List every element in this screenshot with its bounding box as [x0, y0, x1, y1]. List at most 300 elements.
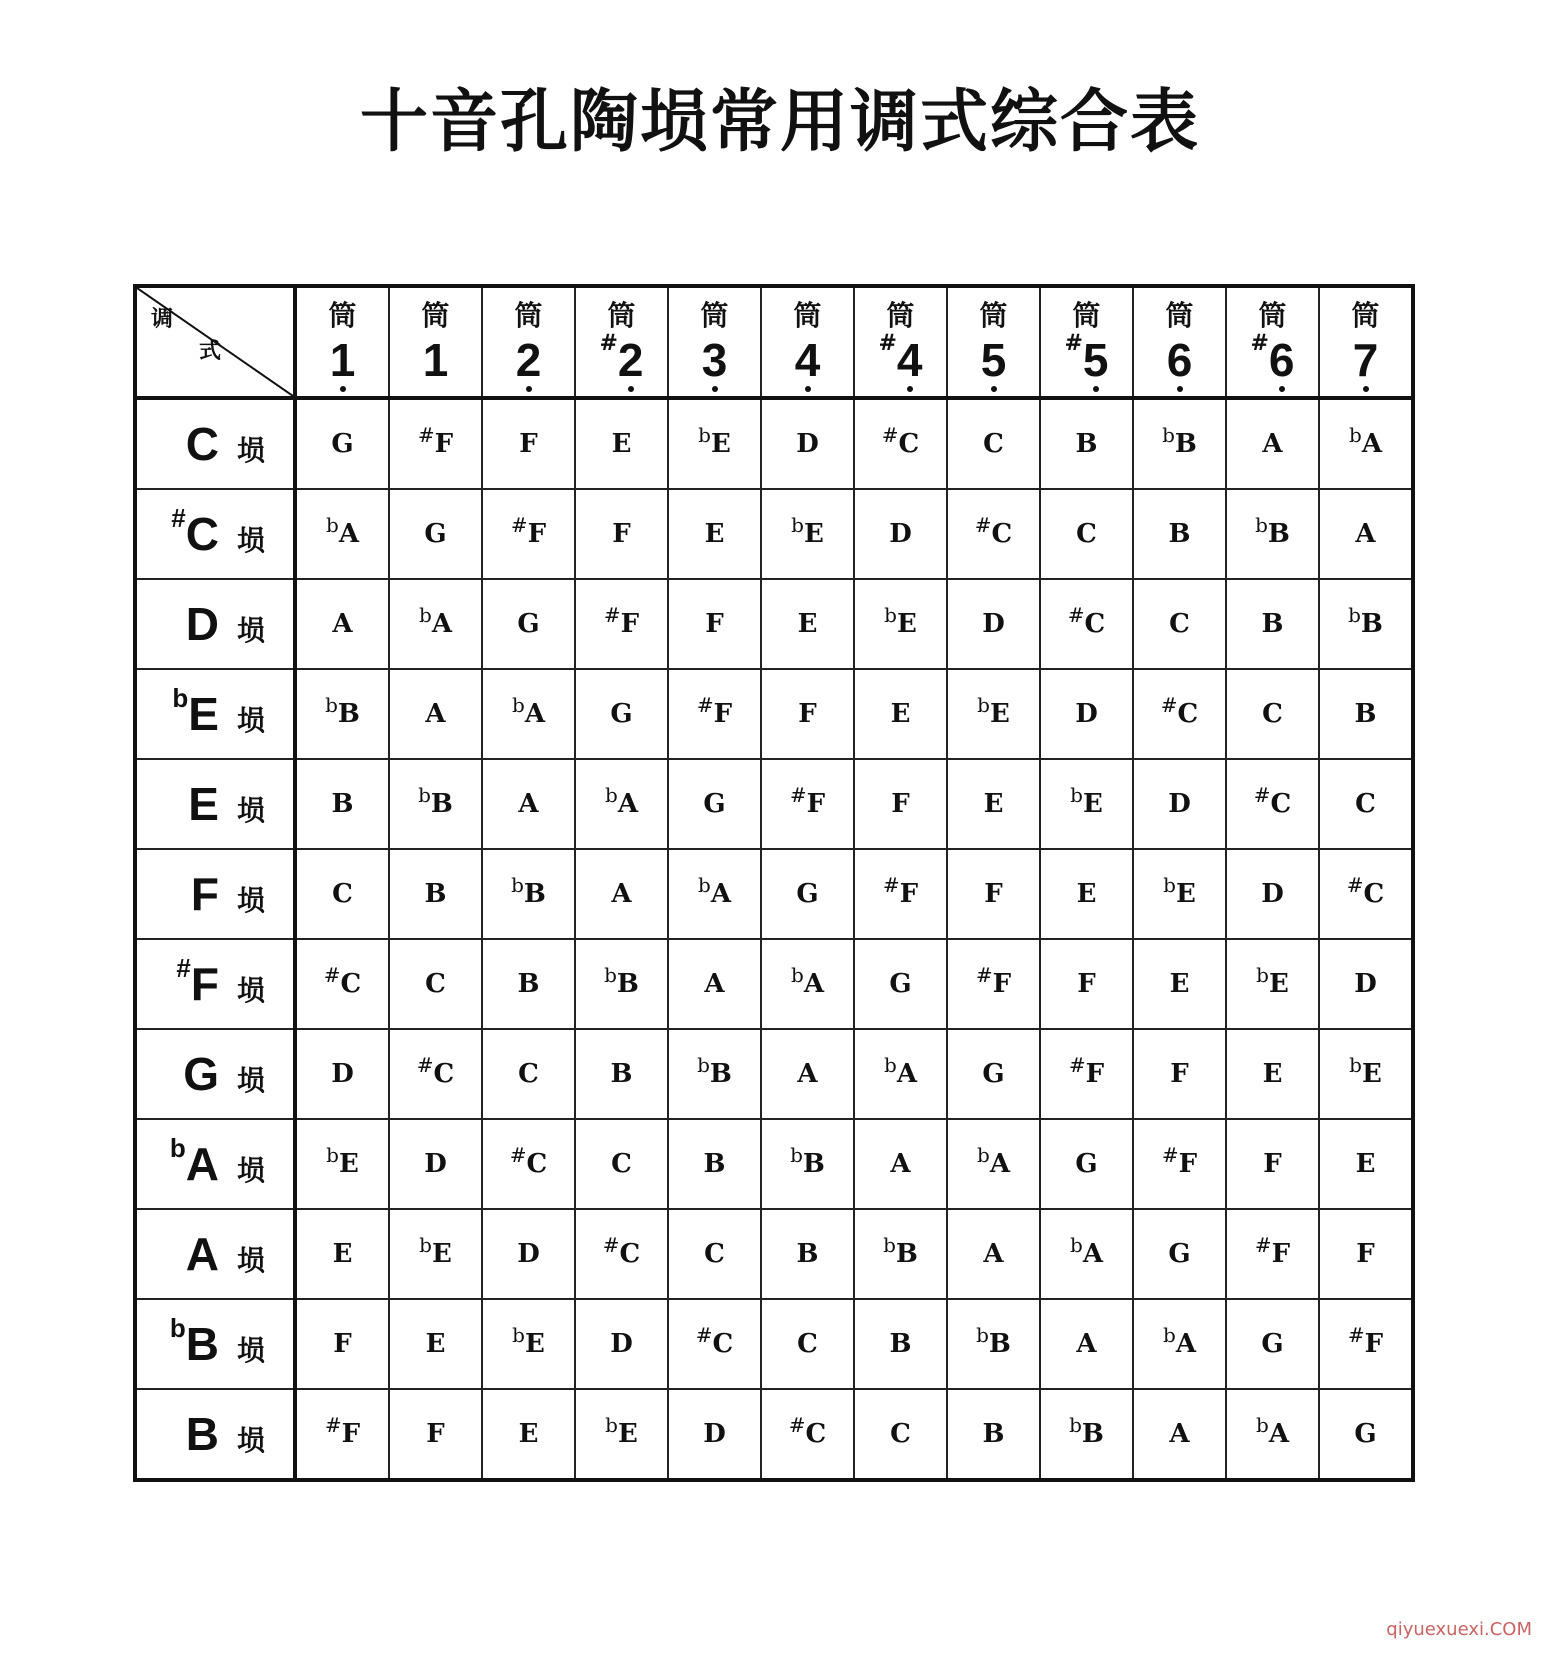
note-letter: D — [1168, 789, 1191, 819]
note-letter: G — [424, 519, 447, 549]
flat-sign: b — [1255, 513, 1268, 537]
note-name — [696, 693, 733, 729]
table-row — [135, 759, 1413, 849]
note-name — [1068, 1053, 1105, 1089]
note-name — [1076, 519, 1097, 549]
note-cell — [947, 1029, 1040, 1119]
note-letter: F — [612, 519, 631, 549]
note-cell — [1040, 1209, 1133, 1299]
column-header-degree — [599, 330, 644, 386]
note-name — [982, 1059, 1004, 1089]
note-cell — [1133, 849, 1226, 939]
note-name — [891, 789, 909, 819]
key-suffix: 埙 — [236, 524, 265, 557]
note-letter: A — [425, 699, 446, 729]
note-letter: E — [1175, 879, 1196, 909]
note-name — [891, 699, 911, 729]
flat-sign: b — [419, 603, 432, 627]
note-name — [519, 429, 537, 459]
note-cell — [947, 489, 1040, 579]
note-cell — [389, 939, 482, 1029]
note-letter: A — [332, 609, 353, 639]
note-cell — [668, 1029, 761, 1119]
note-cell — [1319, 489, 1413, 579]
note-name — [1163, 1323, 1196, 1359]
key-cell — [135, 1389, 295, 1480]
note-letter: C — [704, 1239, 725, 1269]
note-name — [1349, 423, 1382, 459]
key-cell — [135, 1029, 295, 1119]
column-header — [761, 286, 854, 398]
note-letter: B — [430, 789, 453, 819]
table-row — [135, 489, 1413, 579]
note-letter: D — [1261, 879, 1284, 909]
note-name — [424, 519, 446, 549]
note-cell — [1133, 1389, 1226, 1480]
column-header — [947, 286, 1040, 398]
note-cell — [389, 1299, 482, 1389]
note-letter: B — [895, 1239, 918, 1269]
degree-number: 5 — [980, 334, 1007, 386]
note-letter: C — [805, 1419, 827, 1449]
note-name — [1262, 699, 1283, 729]
note-letter: F — [434, 429, 454, 459]
note-name — [704, 969, 724, 999]
note-cell — [1040, 849, 1133, 939]
note-letter: C — [1363, 879, 1385, 909]
key-suffix: 埙 — [236, 884, 265, 917]
note-letter: G — [1354, 1419, 1377, 1449]
note-letter: F — [620, 609, 640, 639]
table-row — [135, 1029, 1413, 1119]
note-cell — [761, 939, 854, 1029]
note-letter: G — [610, 699, 633, 729]
note-letter: E — [710, 429, 731, 459]
note-name — [798, 609, 818, 639]
note-name — [790, 1143, 825, 1179]
note-letter: B — [1354, 699, 1377, 729]
key-label — [145, 1313, 285, 1371]
note-name — [1076, 1329, 1096, 1359]
key-letter: F — [190, 958, 219, 1010]
note-cell — [761, 1299, 854, 1389]
note-cell — [947, 579, 1040, 669]
note-name — [419, 1233, 452, 1269]
note-name — [984, 789, 1004, 819]
note-cell — [1319, 1119, 1413, 1209]
note-cell — [575, 1209, 668, 1299]
note-name — [704, 1239, 725, 1269]
sharp-sign: # — [1346, 873, 1364, 897]
sharp-sign: # — [1068, 1053, 1086, 1077]
flat-sign: b — [1348, 603, 1361, 627]
key-label — [145, 953, 285, 1011]
note-name — [1169, 1419, 1189, 1449]
column-header — [575, 286, 668, 398]
note-cell — [1040, 1119, 1133, 1209]
column-header-degree — [794, 334, 821, 386]
note-letter: D — [889, 519, 912, 549]
key-suffix: 埙 — [236, 1244, 265, 1277]
note-name — [698, 423, 731, 459]
note-cell — [854, 398, 947, 489]
note-name — [1256, 1413, 1289, 1449]
key-suffix: 埙 — [236, 794, 265, 827]
degree-number: 6 — [1166, 334, 1193, 386]
note-cell — [761, 849, 854, 939]
note-cell — [389, 1029, 482, 1119]
flat-sign: b — [698, 423, 711, 447]
note-cell — [761, 1119, 854, 1209]
note-letter: B — [1261, 609, 1284, 639]
flat-sign: b — [169, 1313, 186, 1343]
key-label — [145, 1133, 285, 1191]
note-letter: C — [991, 519, 1013, 549]
column-header-degree — [329, 334, 356, 386]
table-row — [135, 398, 1413, 489]
note-letter: B — [1168, 519, 1191, 549]
degree-number: 2 — [515, 334, 542, 386]
note-letter: G — [703, 789, 726, 819]
note-cell — [854, 1299, 947, 1389]
key-suffix: 埙 — [236, 434, 265, 467]
key-suffix: 埙 — [236, 1424, 265, 1457]
note-name — [512, 1323, 545, 1359]
note-cell — [389, 398, 482, 489]
note-letter: D — [331, 1059, 354, 1089]
note-cell — [761, 669, 854, 759]
key-label — [145, 1047, 285, 1101]
note-name — [1256, 963, 1289, 999]
key-suffix: 埙 — [236, 1334, 265, 1367]
sharp-sign: # — [171, 503, 186, 533]
flat-sign: b — [791, 513, 804, 537]
table-row — [135, 939, 1413, 1029]
note-cell — [668, 1299, 761, 1389]
note-cell — [947, 398, 1040, 489]
note-letter: F — [899, 879, 919, 909]
note-cell — [1226, 579, 1319, 669]
column-header-label: 筒 — [421, 299, 450, 332]
note-name — [1077, 879, 1097, 909]
note-cell — [854, 669, 947, 759]
note-name — [332, 609, 352, 639]
note-cell — [1133, 669, 1226, 759]
note-cell — [482, 398, 575, 489]
note-cell — [575, 669, 668, 759]
note-cell — [761, 398, 854, 489]
note-cell — [1040, 1389, 1133, 1480]
flat-sign: b — [790, 1143, 803, 1167]
sharp-sign: # — [881, 423, 899, 447]
note-cell — [1040, 1029, 1133, 1119]
note-cell — [1319, 759, 1413, 849]
key-cell — [135, 1209, 295, 1299]
note-letter: A — [797, 1059, 818, 1089]
note-letter: A — [338, 519, 359, 549]
note-name — [1354, 969, 1377, 999]
key-letter: E — [188, 688, 219, 740]
column-header-degree — [980, 334, 1007, 386]
note-cell — [947, 1209, 1040, 1299]
note-name — [511, 873, 546, 909]
flat-sign: b — [326, 513, 339, 537]
note-letter: E — [803, 519, 824, 549]
key-suffix: 埙 — [236, 1154, 265, 1187]
key-label — [145, 1227, 285, 1281]
note-letter: C — [983, 429, 1004, 459]
note-letter: F — [1271, 1239, 1291, 1269]
note-name — [889, 519, 912, 549]
note-name — [797, 1329, 818, 1359]
note-letter: F — [1356, 1239, 1375, 1269]
note-cell — [1319, 1389, 1413, 1480]
key-label — [145, 683, 285, 741]
note-cell — [668, 849, 761, 939]
note-cell — [482, 849, 575, 939]
table-row — [135, 1299, 1413, 1389]
sharp-sign: # — [974, 513, 992, 537]
note-name — [798, 699, 816, 729]
table-body — [135, 398, 1413, 1480]
note-cell — [947, 1299, 1040, 1389]
note-letter: E — [1355, 1149, 1376, 1179]
table-row — [135, 1119, 1413, 1209]
note-name — [518, 969, 540, 999]
note-name — [611, 1059, 633, 1089]
note-name — [703, 789, 725, 819]
note-letter: D — [424, 1149, 447, 1179]
column-header-label: 筒 — [886, 299, 915, 332]
degree-number: 1 — [422, 334, 449, 386]
note-name — [1355, 519, 1375, 549]
table-row — [135, 1209, 1413, 1299]
note-cell — [668, 398, 761, 489]
key-cell — [135, 939, 295, 1029]
note-name — [975, 963, 1012, 999]
column-header — [1319, 286, 1413, 398]
key-cell — [135, 398, 295, 489]
note-cell — [389, 849, 482, 939]
flat-sign: b — [605, 783, 618, 807]
note-name — [1349, 1053, 1382, 1089]
note-name — [889, 969, 911, 999]
sharp-sign: # — [509, 1143, 527, 1167]
note-cell — [761, 579, 854, 669]
note-letter: A — [524, 699, 545, 729]
note-letter: B — [988, 1329, 1011, 1359]
sharp-sign: # — [510, 513, 528, 537]
note-letter: A — [431, 609, 452, 639]
key-suffix: 埙 — [236, 1064, 265, 1097]
note-cell — [1133, 489, 1226, 579]
note-letter: C — [526, 1149, 548, 1179]
column-header — [1040, 286, 1133, 398]
flat-sign: b — [697, 1053, 710, 1077]
note-letter: E — [890, 699, 911, 729]
note-letter: F — [527, 519, 547, 549]
note-cell — [947, 849, 1040, 939]
note-letter: F — [1364, 1329, 1384, 1359]
note-letter: F — [806, 789, 826, 819]
column-header-label: 筒 — [1165, 299, 1194, 332]
note-cell — [482, 1029, 575, 1119]
note-letter: A — [1076, 1329, 1097, 1359]
note-name — [611, 1149, 632, 1179]
note-name — [426, 1419, 444, 1449]
note-cell — [482, 1389, 575, 1480]
note-letter: E — [1076, 879, 1097, 909]
note-cell — [575, 1119, 668, 1209]
note-name — [1168, 1239, 1190, 1269]
note-cell — [389, 1209, 482, 1299]
key-letter: G — [183, 1048, 219, 1100]
degree-number: 4 — [794, 334, 821, 386]
sharp-sign: # — [1067, 603, 1085, 627]
note-letter: G — [517, 609, 540, 639]
sharp-sign: # — [324, 1413, 342, 1437]
key-letter: B — [185, 1408, 219, 1460]
note-letter: E — [1268, 969, 1289, 999]
note-cell — [947, 1119, 1040, 1209]
note-letter: D — [796, 429, 819, 459]
note-letter: A — [1361, 429, 1382, 459]
degree-number: 2 — [617, 334, 644, 386]
note-cell — [854, 1209, 947, 1299]
note-cell — [1133, 579, 1226, 669]
sharp-sign: # — [1064, 330, 1083, 356]
note-name — [517, 609, 539, 639]
note-cell — [575, 759, 668, 849]
watermark: qiyuexuexi.COM — [1386, 1619, 1532, 1640]
note-cell — [295, 579, 389, 669]
note-cell — [854, 489, 947, 579]
sharp-sign: # — [788, 1413, 806, 1437]
note-cell — [295, 759, 389, 849]
note-letter: F — [1263, 1149, 1282, 1179]
note-name — [333, 1239, 353, 1269]
flat-sign: b — [977, 1143, 990, 1167]
note-letter: C — [1076, 519, 1097, 549]
degree-number: 5 — [1082, 334, 1109, 386]
key-suffix: 埙 — [236, 974, 265, 1007]
note-cell — [575, 1299, 668, 1389]
key-cell — [135, 1299, 295, 1389]
note-cell — [482, 579, 575, 669]
note-cell — [295, 1029, 389, 1119]
flat-sign: b — [1256, 1413, 1269, 1437]
note-letter: E — [1169, 969, 1190, 999]
flat-sign: b — [883, 1233, 896, 1257]
note-letter: A — [710, 879, 731, 909]
note-name — [1356, 1239, 1374, 1269]
sharp-sign: # — [789, 783, 807, 807]
note-letter: F — [333, 1329, 352, 1359]
note-letter: G — [982, 1059, 1005, 1089]
note-letter: B — [1081, 1419, 1104, 1449]
note-cell — [761, 1029, 854, 1119]
note-cell — [1133, 759, 1226, 849]
note-letter: E — [704, 519, 725, 549]
column-header-label: 筒 — [514, 299, 543, 332]
sharp-sign: # — [603, 603, 621, 627]
note-cell — [482, 669, 575, 759]
note-letter: C — [1262, 699, 1283, 729]
column-header — [854, 286, 947, 398]
flat-sign: b — [511, 873, 524, 897]
note-letter: B — [889, 1329, 912, 1359]
note-name — [612, 429, 632, 459]
note-name — [705, 519, 725, 549]
note-letter: E — [338, 1149, 359, 1179]
note-cell — [1319, 849, 1413, 939]
note-name — [509, 1143, 548, 1179]
note-cell — [668, 1209, 761, 1299]
column-header-label: 筒 — [979, 299, 1008, 332]
note-cell — [761, 1389, 854, 1480]
note-name — [518, 789, 538, 819]
note-cell — [1319, 398, 1413, 489]
note-name — [517, 1239, 540, 1269]
note-letter: E — [1082, 789, 1103, 819]
degree-number: 4 — [896, 334, 923, 386]
note-name — [695, 1323, 734, 1359]
note-cell — [668, 669, 761, 759]
note-letter: E — [611, 429, 632, 459]
note-cell — [1133, 1029, 1226, 1119]
note-letter: B — [703, 1149, 726, 1179]
note-name — [416, 1053, 455, 1089]
column-header — [389, 286, 482, 398]
flat-sign: b — [1162, 423, 1175, 447]
table-row — [135, 849, 1413, 939]
note-name — [974, 513, 1013, 549]
note-letter: A — [983, 1239, 1004, 1269]
note-name — [705, 609, 723, 639]
flat-sign: b — [1163, 873, 1176, 897]
sharp-sign: # — [599, 330, 618, 356]
note-cell — [1226, 1209, 1319, 1299]
key-label — [145, 777, 285, 831]
flat-sign: b — [169, 1133, 186, 1163]
note-cell — [295, 669, 389, 759]
note-cell — [482, 1299, 575, 1389]
note-cell — [482, 1209, 575, 1299]
note-letter: C — [1270, 789, 1292, 819]
note-letter: E — [617, 1419, 638, 1449]
note-letter: A — [890, 1149, 911, 1179]
note-letter: C — [1177, 699, 1199, 729]
note-cell — [1133, 1299, 1226, 1389]
sharp-sign: # — [882, 873, 900, 897]
note-name — [890, 1419, 911, 1449]
column-header-degree — [1352, 334, 1379, 386]
column-header-label: 筒 — [328, 299, 357, 332]
flat-sign: b — [172, 683, 189, 713]
note-letter: E — [896, 609, 917, 639]
note-cell — [1226, 1119, 1319, 1209]
note-letter: C — [619, 1239, 641, 1269]
note-cell — [389, 579, 482, 669]
note-name — [331, 429, 353, 459]
flat-sign: b — [976, 1323, 989, 1347]
note-cell — [854, 1389, 947, 1480]
note-cell — [575, 1029, 668, 1119]
note-name — [602, 1233, 641, 1269]
note-name — [425, 699, 445, 729]
degree-number: 7 — [1352, 334, 1379, 386]
note-cell — [295, 1119, 389, 1209]
